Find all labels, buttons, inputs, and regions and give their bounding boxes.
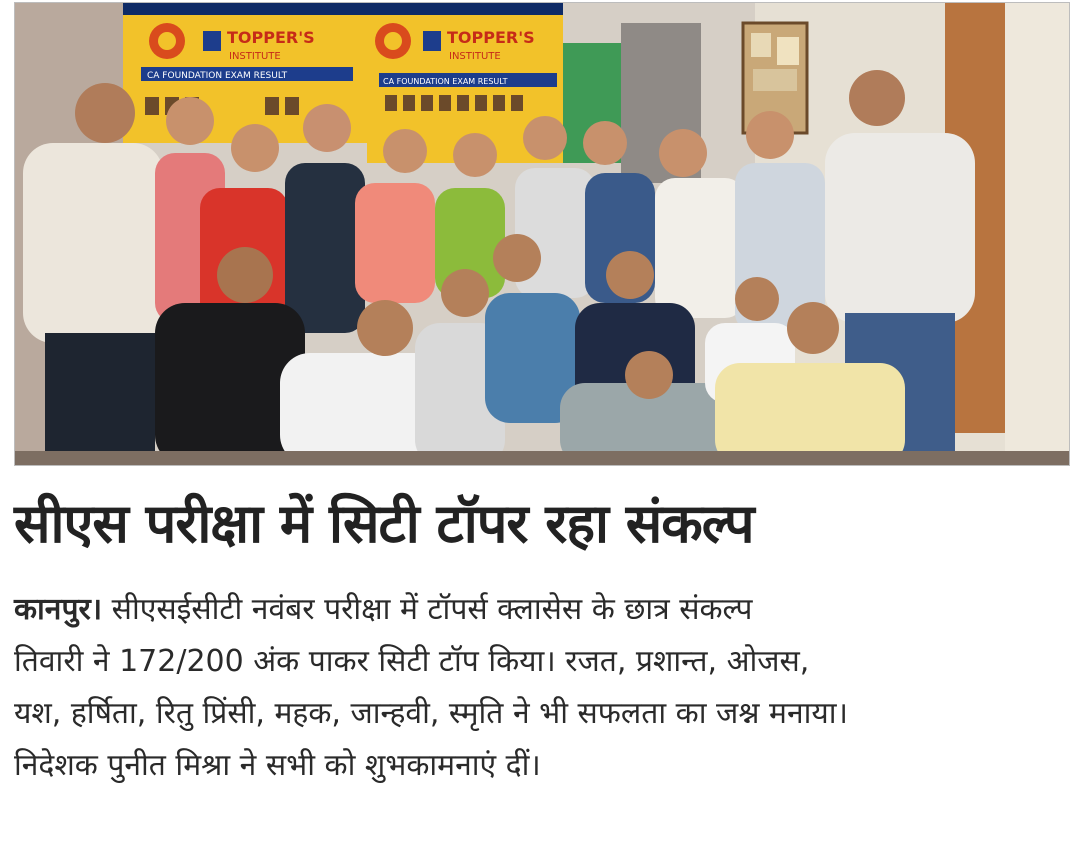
article-dateline: कानपुर। (14, 592, 103, 627)
article-line-4: निदेशक पुनीत मिश्रा ने सभी को शुभकामनाएं दीं। (14, 748, 541, 783)
article-line-1 (14, 584, 1068, 636)
banner-left-strip: CA FOUNDATION EXAM RESULT (147, 71, 288, 81)
banner-left-sub: INSTITUTE (229, 51, 281, 62)
banner-right-sub: INSTITUTE (449, 51, 501, 62)
article-body (14, 584, 1068, 792)
news-photo (14, 2, 1070, 466)
article-line-3: यश, हर्षिता, रितु प्रिंसी, महक, जान्हवी, स्मृति ने भी सफलता का जश्न मनाया। (14, 696, 848, 731)
article-headline: सीएस परीक्षा में सिटी टॉपर रहा संकल्प (14, 492, 754, 555)
banner-right-strip: CA FOUNDATION EXAM RESULT (383, 77, 508, 86)
banner-left-brand: TOPPER'S (227, 28, 315, 47)
article-line-2: तिवारी ने 172/200 अंक पाकर सिटी टॉप किया। रजत, प्रशान्त, ओजस, (14, 644, 810, 679)
banner-right-brand: TOPPER'S (447, 28, 535, 47)
article-line-1-text: सीएसईसीटी नवंबर परीक्षा में टॉपर्स क्लासेस के छात्र संकल्प (102, 592, 753, 627)
